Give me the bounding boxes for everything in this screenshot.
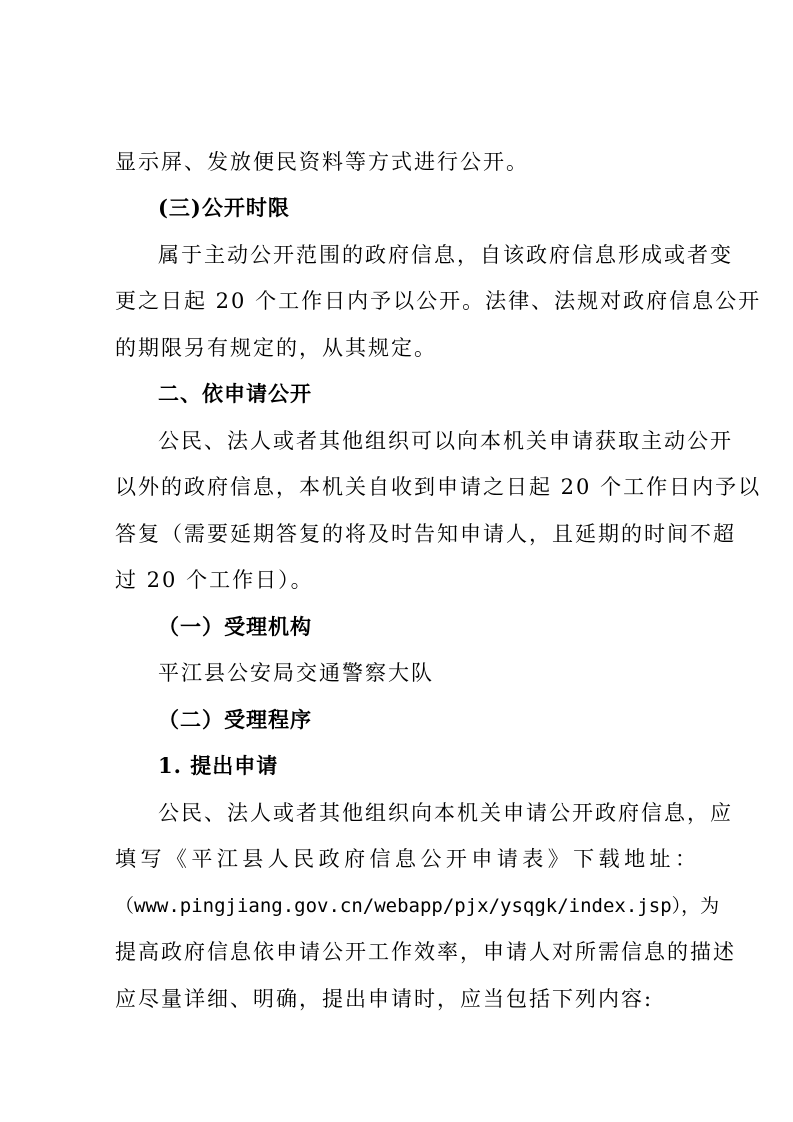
paragraph-line: 应尽量详细、明确，提出申请时，应当包括下列内容:: [115, 987, 654, 1011]
section-heading-accepting-procedure: （二）受理程序: [158, 707, 312, 732]
paragraph-line: 公民、法人或者其他组织可以向本机关申请获取主动公开: [158, 429, 733, 453]
section-heading-accepting-agency: （一）受理机构: [158, 614, 312, 639]
paragraph-line: 填写《平江县人民政府信息公开申请表》下载地址：: [115, 847, 698, 871]
paragraph-line: 更之日起 20 个工作日内予以公开。法律、法规对政府信息公开: [115, 289, 762, 313]
paragraph-line: 提高政府信息依申请公开工作效率，申请人对所需信息的描述: [115, 940, 736, 964]
section-heading-apply-disclosure: 二、依申请公开: [158, 381, 312, 406]
paragraph-line: 显示屏、发放便民资料等方式进行公开。: [115, 150, 529, 174]
paragraph-line: 属于主动公开范围的政府信息，自该政府信息形成或者变: [158, 243, 733, 267]
paragraph-line: 过 20 个工作日）。: [115, 568, 314, 592]
agency-name: 平江县公安局交通警察大队: [158, 661, 434, 685]
paragraph-line: 以外的政府信息，本机关自收到申请之日起 20 个工作日内予以: [115, 475, 762, 499]
paragraph-line: 的期限另有规定的，从其规定。: [115, 336, 437, 360]
download-url-line: （www.pingjiang.gov.cn/webapp/pjx/ysqgk/index.jsp），为: [115, 895, 720, 917]
paragraph-line: 答复（需要延期答复的将及时告知申请人，且延期的时间不超: [115, 522, 736, 546]
paragraph-line: 公民、法人或者其他组织向本机关申请公开政府信息，应: [158, 801, 733, 825]
subheading-submit-application: 1. 提出申请: [158, 753, 279, 778]
section-heading-disclosure-time-limit: (三)公开时限: [158, 195, 290, 220]
